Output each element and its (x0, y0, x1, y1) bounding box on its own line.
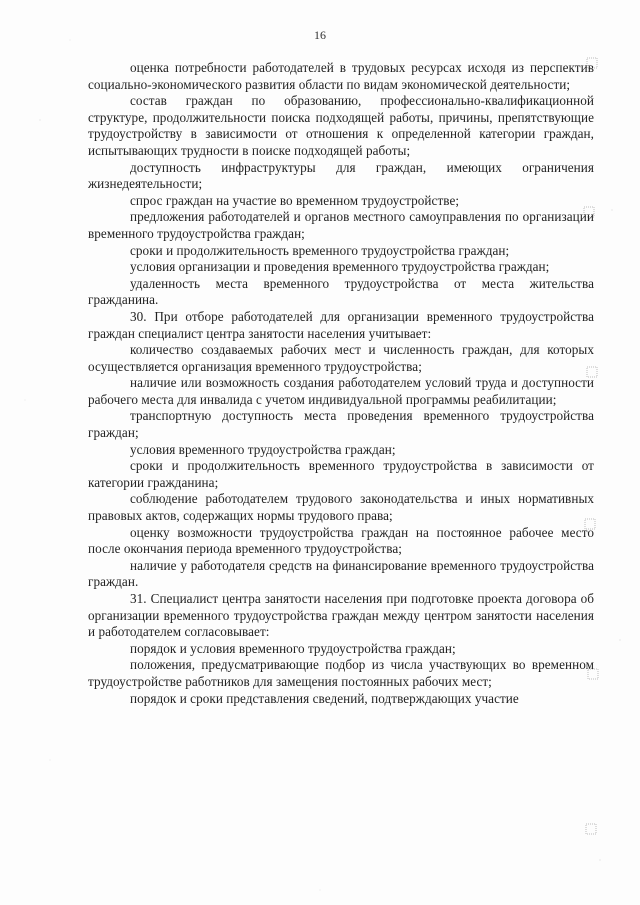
paragraph: удаленность места временного трудоустройства от места жительства гражданина. (88, 275, 594, 308)
page-number: 16 (314, 28, 326, 42)
paragraph: доступность инфраструктуры для граждан, имеющих ограничения жизнедеятельности; (88, 159, 594, 192)
paragraph: количество создаваемых рабочих мест и численность граждан, для которых осуществляется организация временного трудоустройства; (88, 342, 594, 374)
paragraph: наличие или возможность создания работодателем условий труда и доступности рабочего места для инвалида с учетом индивидуальной программы реабилитации; (88, 375, 594, 407)
paragraph: соблюдение работодателем трудового законодательства и иных нормативных правовых актов, содержащих нормы трудового права; (88, 491, 594, 524)
paragraph: условия организации и проведения временного трудоустройства граждан; (130, 259, 550, 275)
paragraph: спрос граждан на участие во временном трудоустройстве; (130, 192, 460, 208)
paragraph: положения, предусматривающие подбор из числа участвующих во временном трудоустройстве работников для замещения постоянных рабочих мест; (88, 657, 594, 689)
paragraph: сроки и продолжительность временного трудоустройства в зависимости от категории гражданина; (88, 458, 594, 490)
paragraph: оценка потребности работодателей в трудовых ресурсах исходя из перспектив социально-экономического развития области по видам экономической деятельности; (88, 60, 594, 92)
paragraph: порядок и условия временного трудоустройства граждан; (130, 640, 456, 656)
scan-mark-icon (584, 822, 598, 836)
paragraph: порядок и сроки представления сведений, подтверждающих участие (130, 690, 519, 706)
paragraph: наличие у работодателя средств на финансирование временного трудоустройства граждан. (88, 557, 594, 590)
paragraph-section-30: 30. При отборе работодателей для организации временного трудоустройства граждан специалист центра занятости населения учитывает: (88, 308, 594, 341)
paragraph: транспортную доступность места проведения временного трудоустройства граждан; (88, 408, 594, 441)
paragraph-section-31: 31. Специалист центра занятости населения при подготовке проекта договора об организации временного трудоустройства граждан между центром занятости населения и работодателем согласовывает: (88, 591, 594, 640)
paragraph: предложения работодателей и органов местного самоуправления по организации временного трудоустройства граждан; (88, 209, 594, 241)
paragraph: состав граждан по образованию, профессионально-квалификационной структуре, продолжительности поиска подходящей работы, причины, препятствующие трудоустройству в зависимости от отношения к определенной категории граждан, испытывающих трудности в поиске подходящей работы; (88, 93, 594, 158)
paragraph: условия временного трудоустройства граждан; (130, 441, 396, 457)
paragraph: сроки и продолжительность временного трудоустройства граждан; (130, 242, 510, 258)
paragraph: оценку возможности трудоустройства граждан на постоянное рабочее место после окончания периода временного трудоустройства; (88, 524, 594, 557)
document-body (88, 60, 594, 707)
